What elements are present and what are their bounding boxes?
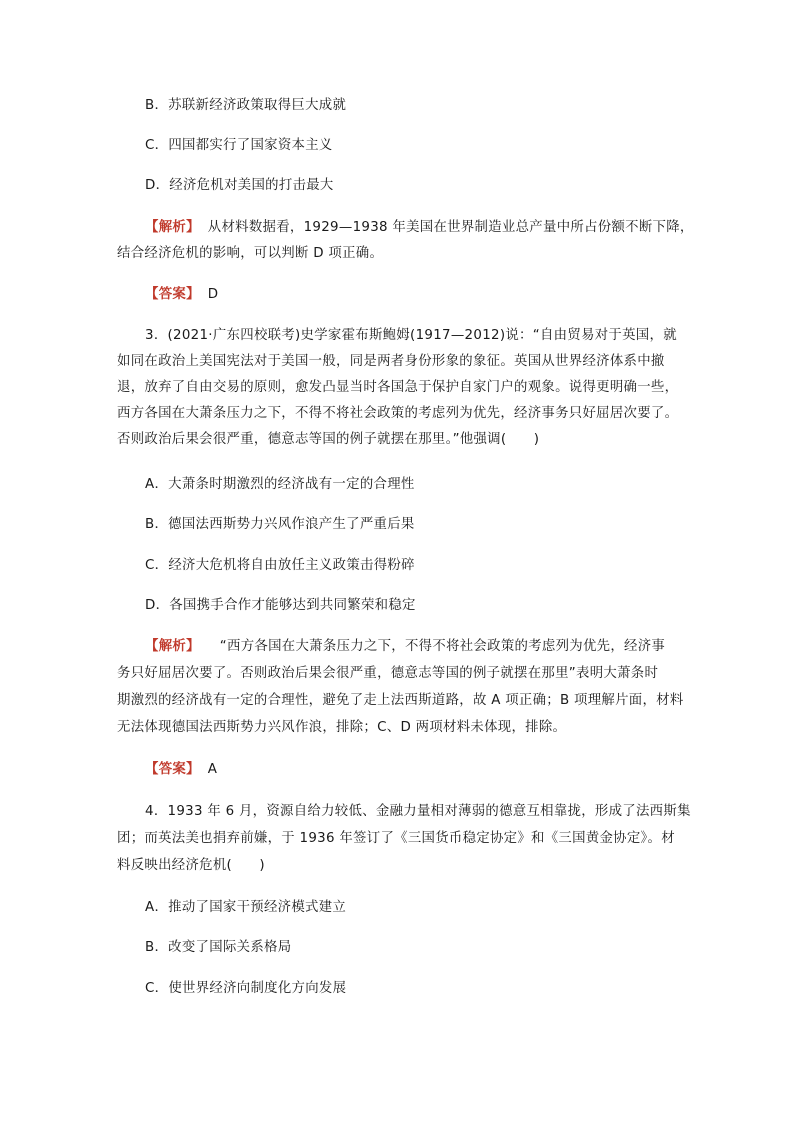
q3-stem-line-1: 3．(2021·广东四校联考)史学家霍布斯鲍姆(1917—2012)说：“自由贸易对于英国，就 <box>145 328 677 343</box>
q3-option-c: C．经济大危机将自由放任主义政策击得粉碎 <box>145 558 415 573</box>
q4-stem-line-2: 团；而英法美也捐弃前嫌，于 1936 年签订了《三国货币稳定协定》和《三国黄金协定》。材 <box>117 831 675 846</box>
q3-option-d: D．各国携手合作才能够达到共同繁荣和稳定 <box>145 598 416 613</box>
q2-option-b: B．苏联新经济政策取得巨大成就 <box>145 98 347 113</box>
q4-stem-line-1: 4．1933 年 6 月，资源自给力较低、金融力量相对薄弱的德意互相靠拢，形成了法西斯集 <box>145 804 691 819</box>
q4-option-c: C．使世界经济向制度化方向发展 <box>145 981 347 996</box>
q3-analysis-tag: 【解析】 <box>145 639 200 654</box>
q3-option-a: A．大萧条时期激烈的经济战有一定的合理性 <box>145 477 415 492</box>
q3-stem-line-3: 退，放弃了自由交易的原则，愈发凸显当时各国急于保护自家门户的观象。说得更明确一些， <box>117 380 679 395</box>
q3-stem-line-4: 西方各国在大萧条压力之下，不得不将社会政策的考虑列为优先，经济事务只好屈居次要了。 <box>117 406 679 421</box>
q3-analysis-line-2: 务只好屈居次要了。否则政治后果会很严重，德意志等国的例子就摆在那里”表明大萧条时 <box>117 666 659 681</box>
q3-analysis-line-4: 无法体现德国法西斯势力兴风作浪，排除；C、D 两项材料未体现，排除。 <box>117 720 567 735</box>
q2-analysis-text-1: 从材料数据看，1929—1938 年美国在世界制造业总产量中所占份额不断下降， <box>207 220 694 235</box>
q2-analysis-tag: 【解析】 <box>145 220 200 235</box>
q3-option-b: B．德国法西斯势力兴风作浪产生了严重后果 <box>145 517 415 532</box>
q4-option-a: A．推动了国家干预经济模式建立 <box>145 900 347 915</box>
q3-analysis-line-1 <box>145 637 705 657</box>
q2-answer-value: D <box>207 287 219 302</box>
q2-option-c: C．四国都实行了国家资本主义 <box>145 138 333 153</box>
q3-analysis-text-1: “西方各国在大萧条压力之下，不得不将社会政策的考虑列为优先，经济事 <box>219 639 666 654</box>
q3-stem-line-2: 如同在政治上美国宪法对于美国一般，同是两者身份形象的象征。英国从世界经济体系中撤 <box>117 354 665 369</box>
q2-answer-tag: 【答案】 <box>145 287 200 302</box>
q3-answer-value: A <box>207 762 218 777</box>
q3-answer-tag: 【答案】 <box>145 762 200 777</box>
q4-stem-line-3: 料反映出经济危机( ) <box>117 858 265 873</box>
q4-option-b: B．改变了国际关系格局 <box>145 940 292 955</box>
q2-analysis-line-1 <box>145 218 705 238</box>
q2-option-d: D．经济危机对美国的打击最大 <box>145 178 334 193</box>
q2-analysis-line-2: 结合经济危机的影响，可以判断 D 项正确。 <box>117 246 384 261</box>
q3-answer <box>145 760 705 780</box>
q2-answer <box>145 285 705 305</box>
q3-analysis-line-3: 期激烈的经济战有一定的合理性，避免了走上法西斯道路，故 A 项正确；B 项理解片面，材料 <box>117 693 684 708</box>
q3-stem-line-5: 否则政治后果会很严重，德意志等国的例子就摆在那里。”他强调( ) <box>117 432 540 447</box>
